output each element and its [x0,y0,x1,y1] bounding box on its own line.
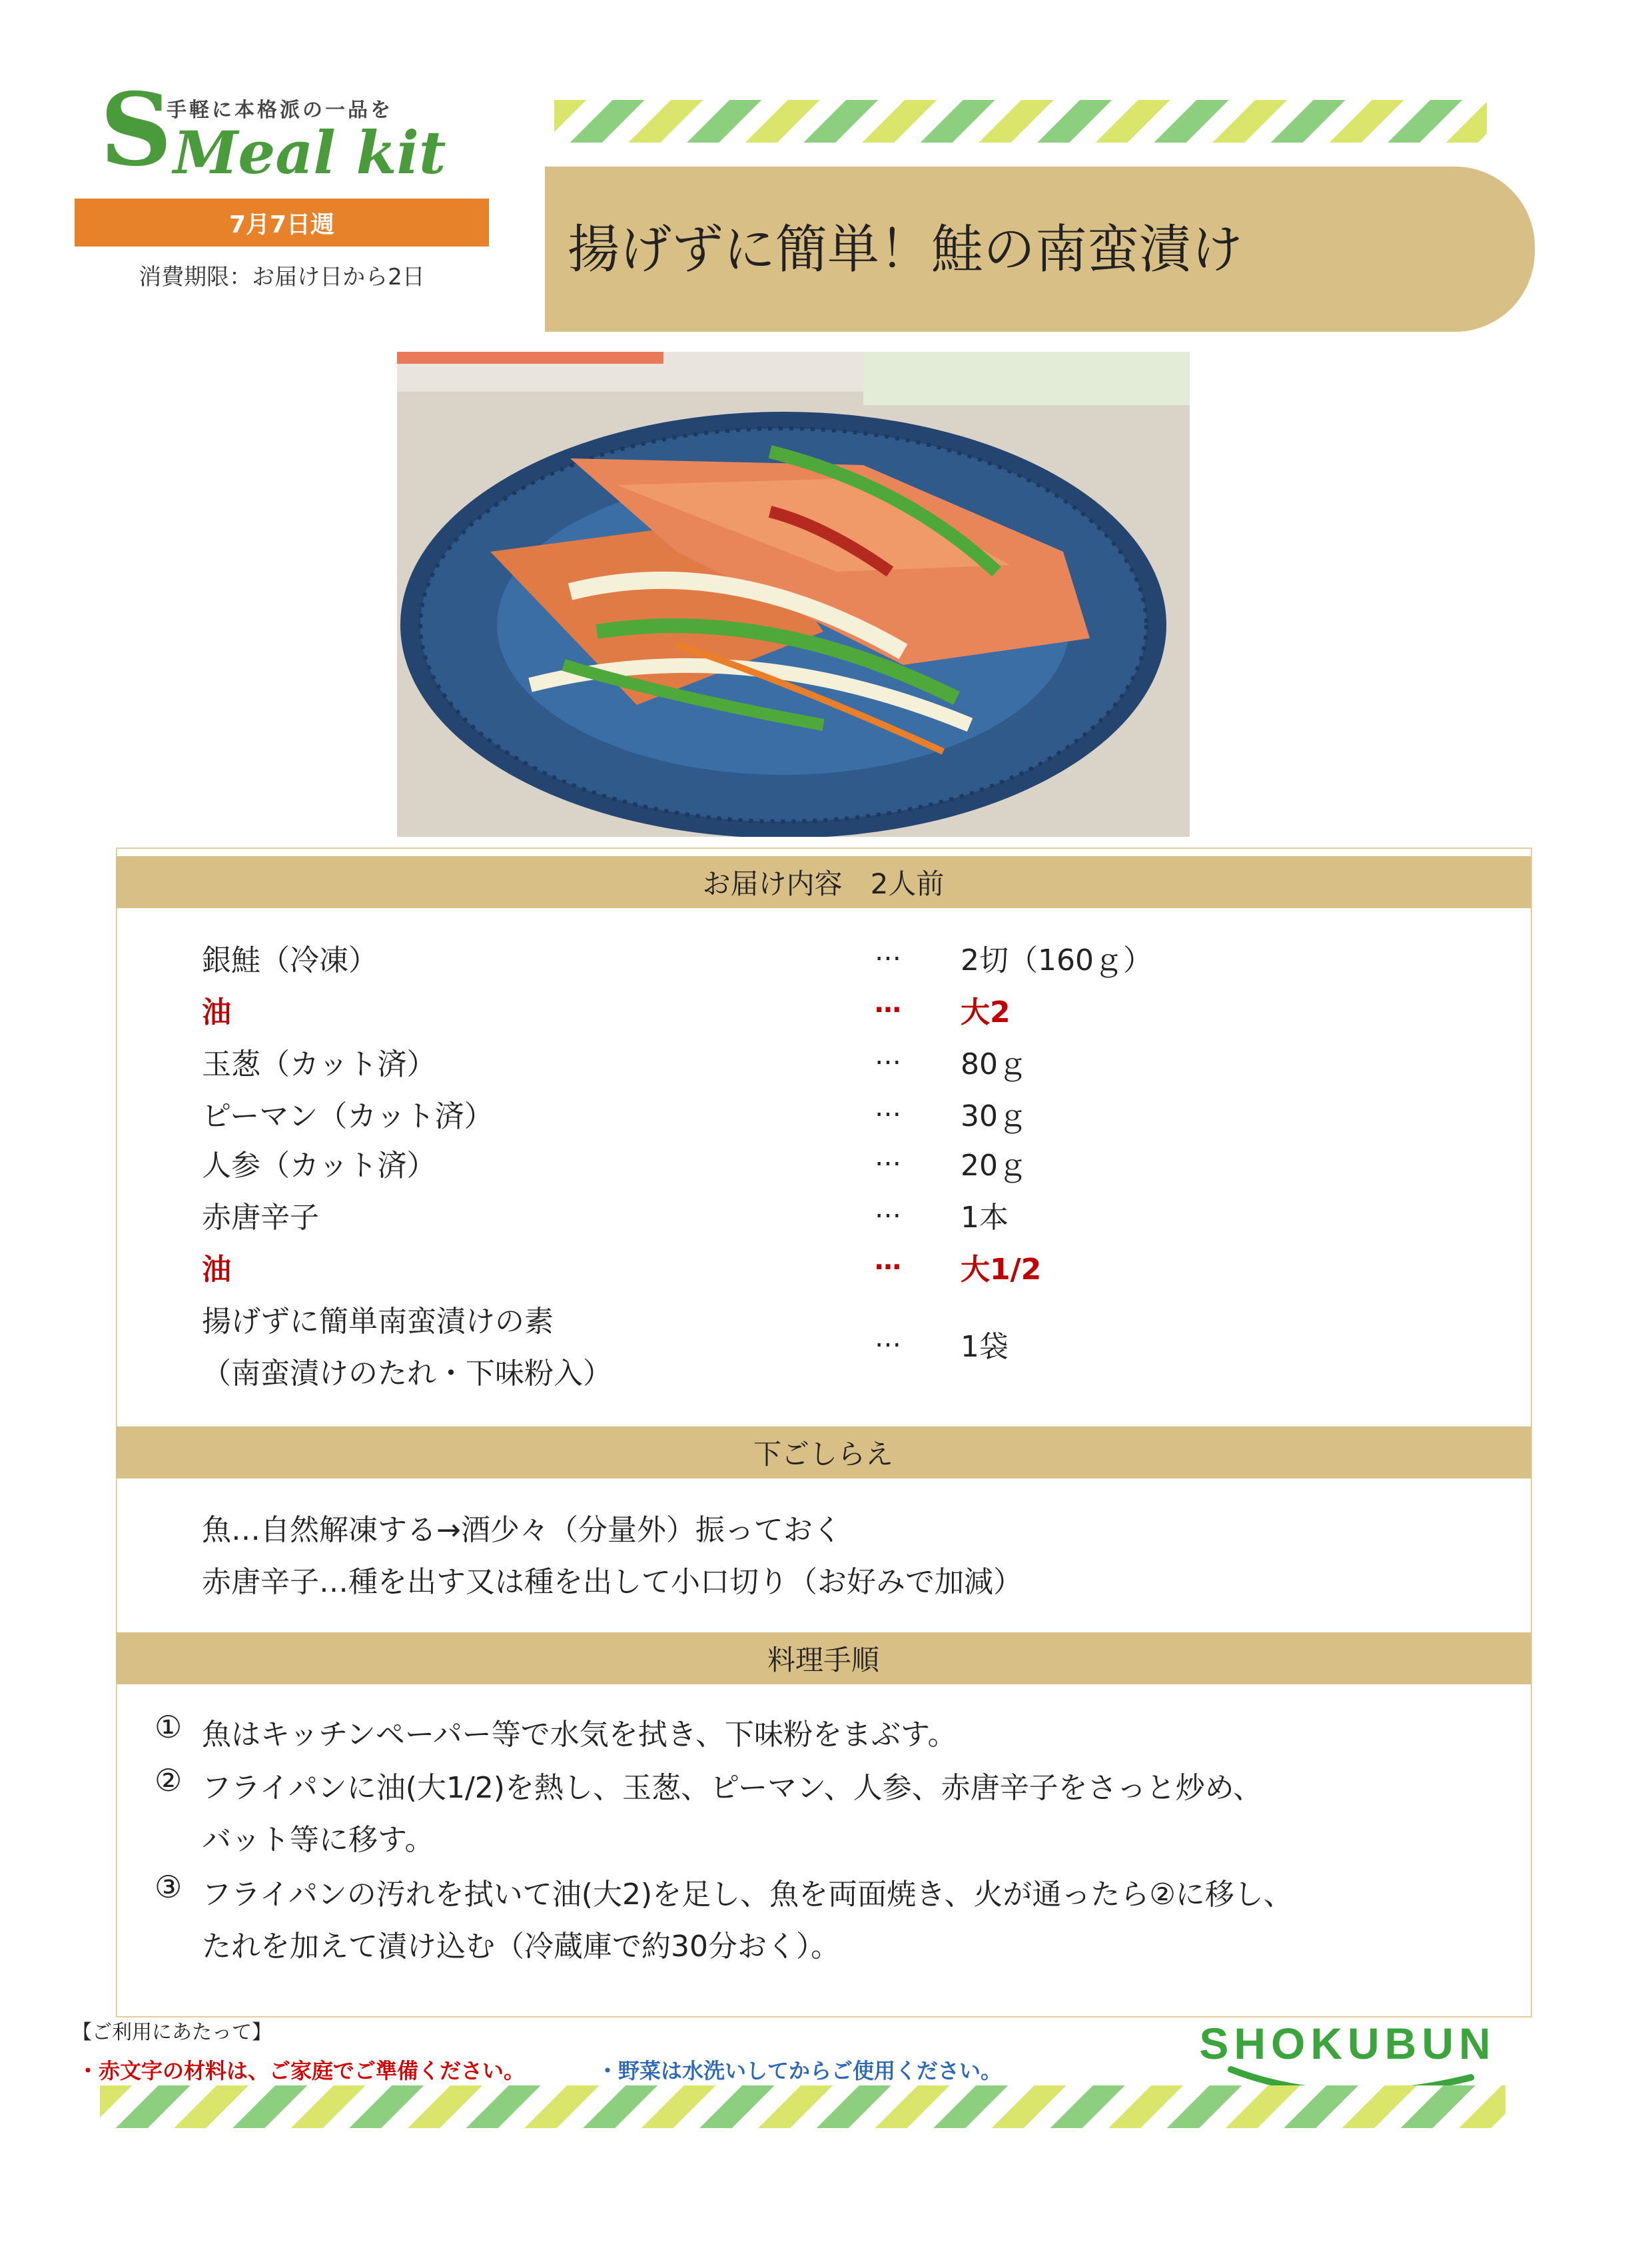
section-header-steps: 料理手順 [116,1632,1531,1684]
logo-letter: S [100,71,173,189]
ingredient-qty: 大1/2 [961,1253,1042,1287]
decorative-stripe-top [554,100,1487,143]
recipe-title: 揚げずに簡単！鮭の南蛮漬け [568,220,1244,280]
ingredient-dots: … [875,1040,903,1071]
ingredient-name: 揚げずに簡単南蛮漬けの素 [202,1305,554,1339]
ingredient-dots: … [875,1141,903,1172]
ingredient-name: 油 [202,1253,231,1287]
step-text: 魚はキッチンペーパー等で水気を拭き、下味粉をまぶす。 [202,1718,957,1752]
ingredient-dots: … [875,988,903,1019]
step-number: ① [155,1709,183,1745]
ingredient-qty: 80ｇ [961,1047,1027,1081]
ingredient-qty: 1本 [961,1201,1009,1235]
ingredient-qty: 1袋 [961,1330,1009,1364]
ingredient-name: 赤唐辛子 [202,1201,319,1235]
usage-title: 【ご利用にあたって】 [72,2021,272,2044]
step-text: たれを加えて漬け込む（冷蔵庫で約30分おく）。 [202,1930,840,1964]
usage-note-blue: ・野菜は水洗いしてからご使用ください。 [597,2058,1003,2083]
logo-text: Meal kit [173,118,446,187]
prep-item: 魚…自然解凍する→酒少々（分量外）振っておく [202,1513,842,1547]
ingredient-name: 油 [202,995,231,1029]
step-number: ② [155,1762,183,1798]
section-header-prep: 下ごしらえ [116,1426,1531,1478]
ingredient-qty: 20ｇ [961,1149,1027,1183]
ingredient-qty: 30ｇ [961,1099,1027,1133]
ingredient-dots: … [875,1193,903,1224]
ingredient-dots: … [875,1245,903,1276]
ingredient-name: 玉葱（カット済） [202,1047,436,1081]
week-label: 7月7日週 [75,199,489,247]
brand-tagline: 手軽に本格派の一品を [167,99,393,122]
ingredient-qty: 大2 [961,995,1011,1029]
ingredient-dots: … [875,1323,903,1353]
usage-note-red: ・赤文字の材料は、ご家庭でご準備ください。 [77,2058,526,2083]
prep-item: 赤唐辛子…種を出す又は種を出して小口切り（お好みで加減） [202,1565,1023,1599]
ingredient-name: 人参（カット済） [202,1149,436,1183]
shokubun-logo-text: SHOKUBUN [1199,2019,1496,2068]
ingredient-qty: 2切（160ｇ） [961,943,1152,977]
ingredient-name-detail: （南蛮漬けのたれ・下味粉入） [202,1357,612,1391]
ingredient-name: ピーマン（カット済） [202,1099,494,1133]
ingredient-dots: … [875,1092,903,1123]
step-number: ③ [155,1869,183,1905]
step-text: フライパンの汚れを拭いて油(大2)を足し、魚を両面焼き、火が通ったら②に移し、 [202,1878,1293,1912]
step-text: バット等に移す。 [202,1823,434,1857]
decorative-stripe-bottom [100,2085,1505,2128]
expiry-text: 消費期限：お届け日から2日 [139,264,425,290]
step-text: フライパンに油(大1/2)を熱し、玉葱、ピーマン、人参、赤唐辛子をさっと炒め、 [202,1771,1262,1805]
ingredient-name: 銀鮭（冷凍） [202,943,378,977]
section-header-contents: お届け内容 2人前 [116,856,1531,908]
ingredient-dots: … [875,936,903,967]
dish-photo [397,352,1190,837]
